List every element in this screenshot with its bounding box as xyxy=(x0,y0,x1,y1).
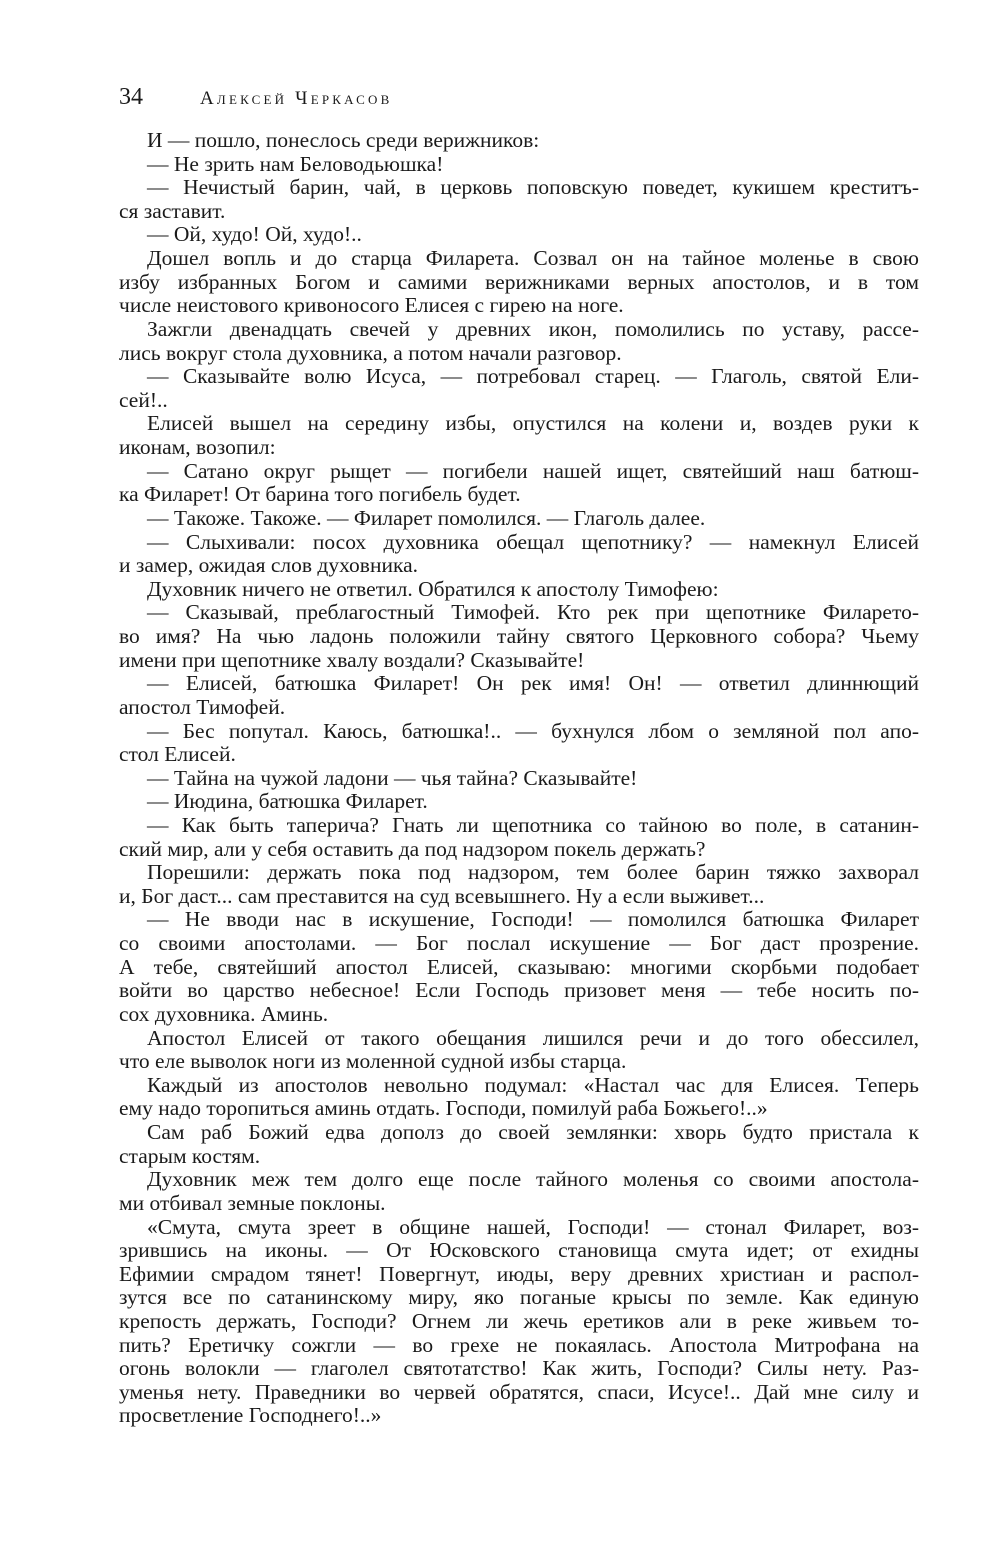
text-line: — Как быть таперича? Гнать ли щепотника со тайною во поле, в сатанин- xyxy=(147,812,919,837)
text-line: имени при щепотнике хвалу воздали? Сказывайте! xyxy=(119,647,585,672)
text-line: избу избранных Богом и самими верижниками верных апостолов, и в том xyxy=(119,269,919,294)
text-line: Дошел вопль и до старца Филарета. Созвал он на тайное моленье в свою xyxy=(147,246,919,271)
text-line: «Смута, смута зреет в общине нашей, Господи! — стонал Филарет, воз- xyxy=(147,1214,919,1239)
text-line: что еле выволок ноги из моленной судной избы старца. xyxy=(119,1049,627,1074)
text-line: во имя? На чью ладонь положили тайну святого Церковного собора? Чьему xyxy=(119,624,919,649)
text-line: и замер, ожидая слов духовника. xyxy=(119,553,419,578)
text-line: сей!.. xyxy=(119,387,168,412)
text-line: — Нечистый барин, чай, в церковь поповскую поведет, кукишем креститъ- xyxy=(147,175,919,200)
text-line: апостол Тимофей. xyxy=(119,694,286,719)
text-line: зрившись на иконы. — От Юсковского становища смута идет; от ехидны xyxy=(119,1238,919,1263)
text-line: сох духовника. Аминь. xyxy=(119,1001,329,1026)
text-line: — Тайна на чужой ладони — чья тайна? Сказывайте! xyxy=(147,765,638,790)
text-line: Елисей вышел на середину избы, опустился на колени и, воздев руки к xyxy=(147,411,919,436)
text-line: И — пошло, понеслось среди верижников: xyxy=(147,128,540,152)
text-line: — Сатано округ рыщет — погибели нашей ищет, святейший наш батюш- xyxy=(147,458,919,483)
text-line: ми отбивал земные поклоны. xyxy=(119,1190,386,1215)
text-line: Зажгли двенадцать свечей у древних икон, помолились по уставу, рассе- xyxy=(147,316,919,341)
page-number: 34 xyxy=(119,84,143,110)
text-line: со своими апостолами. — Бог послал искушение — Бог даст прозрение. xyxy=(119,931,919,956)
text-line: уменья нету. Праведники во червей обратятся, спаси, Исусе!.. Дай мне силу и xyxy=(119,1379,919,1404)
text-line: войти во царство небесное! Если Господь призовет меня — тебе носить по- xyxy=(119,978,919,1003)
text-line: — Бес попутал. Каюсь, батюшка!.. — бухнулся лбом о земляной пол апо- xyxy=(147,718,919,743)
text-line: — Не вводи нас в искушение, Господи! — помолился батюшка Филарет xyxy=(147,907,919,932)
text-line: — Елисей, батюшка Филарет! Он рек имя! Он! — ответил длиннющий xyxy=(147,671,919,696)
text-line: Сам раб Божий едва дополз до своей землянки: хворь будто пристала к xyxy=(147,1120,919,1145)
text-line: Духовник ничего не ответил. Обратился к апостолу Тимофею: xyxy=(147,576,719,601)
text-line: и, Бог даст... сам преставится на суд всевышнего. Ну а если выживет... xyxy=(119,883,765,908)
text-line: ся заставит. xyxy=(119,198,226,223)
text-line: Апостол Елисей от такого обещания лишился речи и до того обессилел, xyxy=(147,1025,919,1050)
text-line: огонь волокли — глаголел святотатство! Как жить, Господи? Силы нету. Раз- xyxy=(119,1356,919,1381)
text-line: зутся все по сатанинскому миру, яко поганые крысы по земле. Как единую xyxy=(119,1285,919,1310)
text-line: ка Филарет! От барина того погибель будет. xyxy=(119,482,521,507)
text-line: крепость держать, Господи? Огнем ли жечь еретиков али в реке живьем то- xyxy=(119,1309,919,1333)
text-line: Духовник меж тем долго еще после тайного моленья со своими апостола- xyxy=(147,1167,919,1192)
text-line: — Сказывайте волю Исуса, — потребовал старец. — Глаголь, святой Ели- xyxy=(147,364,919,389)
text-line: лись вокруг стола духовника, а потом начали разговор. xyxy=(119,340,622,365)
text-line: просветление Господнего!..» xyxy=(119,1403,382,1428)
text-line: Ефимии смрадом тянет! Повергнут, июды, веру древних христиан и распол- xyxy=(119,1261,919,1286)
running-head: Алексей Черкасов xyxy=(200,88,393,109)
text-line: Порешили: держать пока под надзором, тем более барин тяжко захворал xyxy=(147,860,919,885)
text-line: — Июдина, батюшка Филарет. xyxy=(147,789,428,814)
text-line: — Такоже. Такоже. — Филарет помолился. — Глаголь далее. xyxy=(147,505,706,530)
text-line: — Слыхивали: посох духовника обещал щепотнику? — намекнул Елисей xyxy=(147,529,919,554)
text-line: — Сказывай, преблагостный Тимофей. Кто рек при щепотнике Филарето- xyxy=(147,600,919,625)
text-line: — Не зрить нам Беловодьюшка! xyxy=(147,151,444,176)
text-line: А тебе, святейший апостол Елисей, сказываю: многими скорбьми подобает xyxy=(119,954,919,979)
text-line: числе неистового кривоносого Елисея с гирею на ноге. xyxy=(119,293,624,318)
text-line: Каждый из апостолов невольно подумал: «Настал час для Елисея. Теперь xyxy=(147,1072,919,1097)
text-line: стол Елисей. xyxy=(119,742,236,767)
text-line: пить? Еретичку сожгли — во грехе не покаялась. Апостола Митрофана на xyxy=(119,1332,919,1357)
text-line: иконам, возопил: xyxy=(119,435,276,460)
text-line: ему надо торопиться аминь отдать. Господи, помилуй раба Божьего!..» xyxy=(119,1096,768,1121)
text-line: старым костям. xyxy=(119,1143,261,1168)
text-line: ский мир, али у себя оставить да под надзором покель держать? xyxy=(119,836,706,861)
text-line: — Ой, худо! Ой, худо!.. xyxy=(147,222,362,247)
